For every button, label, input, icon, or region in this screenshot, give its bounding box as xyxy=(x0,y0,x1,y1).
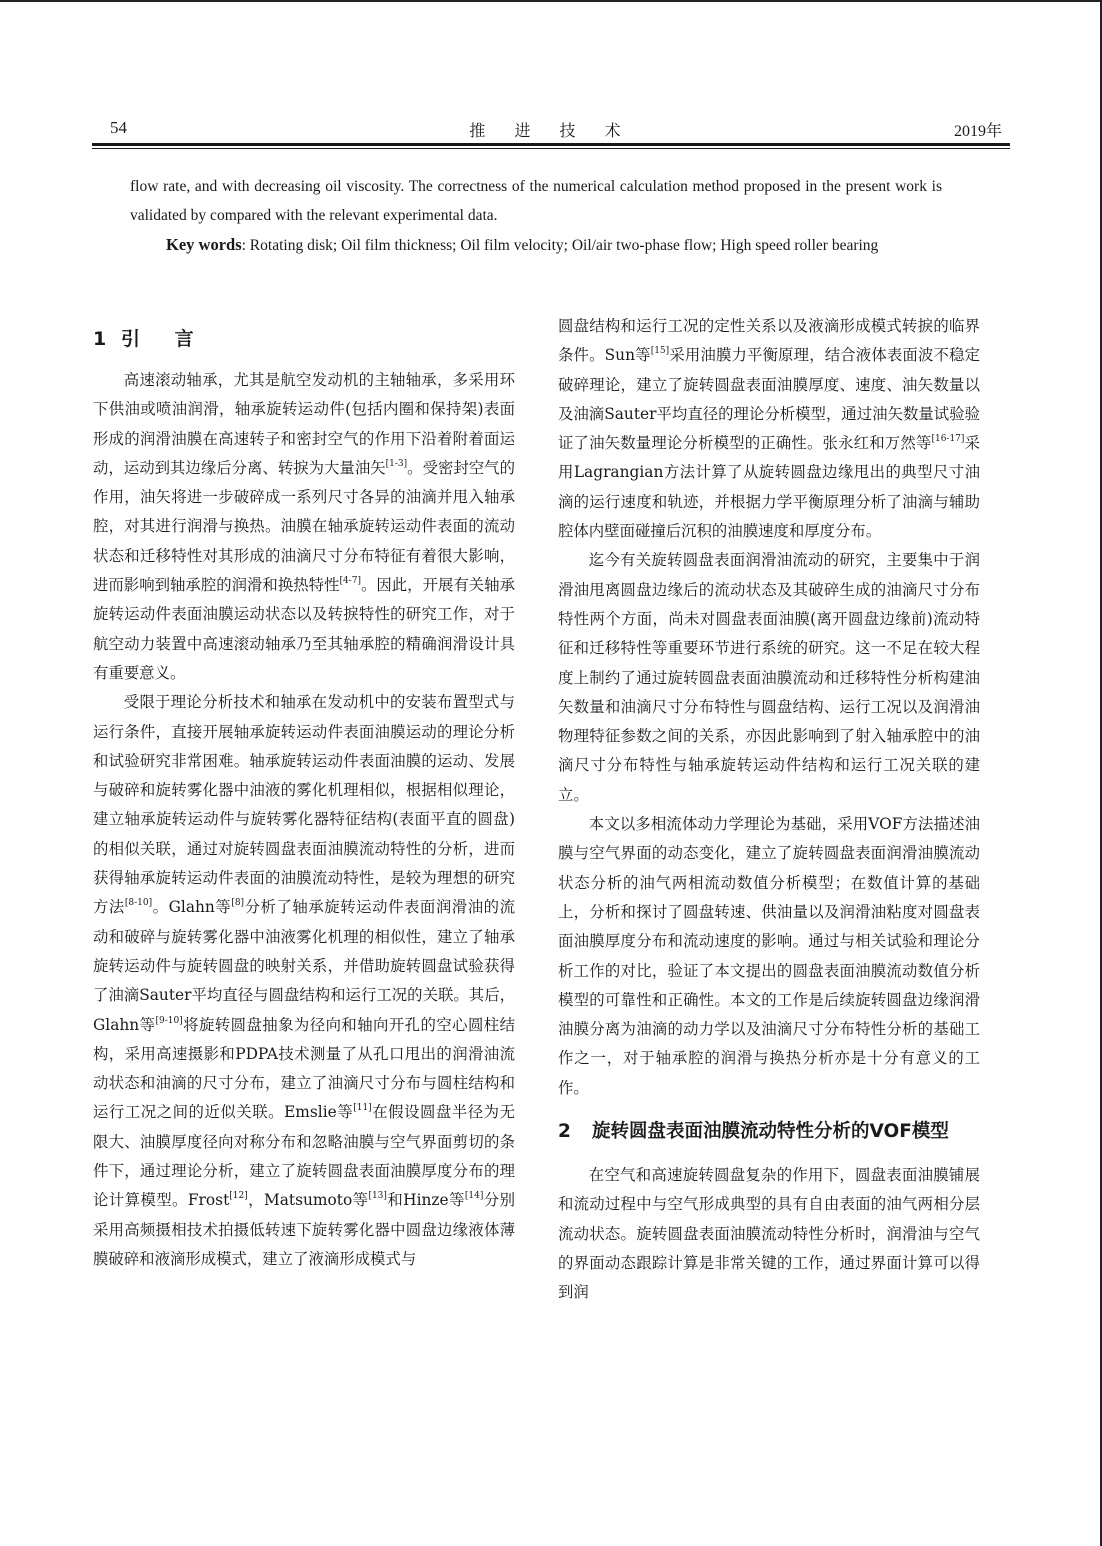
page-border xyxy=(0,0,1102,2)
citation: [16-17] xyxy=(931,434,965,445)
paragraph: 在空气和高速旋转圆盘复杂的作用下，圆盘表面油膜铺展和流动过程中与空气形成典型的具有自由表面的油气两相分层流动状态。旋转圆盘表面油膜流动特性分析时，润滑油与空气的界面动态跟踪计算是非常关键的工作，通过界面计算可以得到润 xyxy=(558,1166,980,1302)
paragraph: 圆盘结构和运行工况的定性关系以及液滴形成模式转捩的临界条件。Sun等[15]采用油膜力平衡原理，结合液体表面波不稳定破碎理论，建立了旋转圆盘表面油膜厚度、速度、油矢数量以及油滴Sauter平均直径的理论分析模型，通过油矢数量试验验证了油矢数量理论分析模型的正确性。张永红和万然等[16-17]采用Lagrangian方法计算了从旋转圆盘边缘甩出的典型尺寸油滴的运行速度和轨迹，并根据力学平衡原理分析了油滴与辅助腔体内壁面碰撞后沉积的油膜速度和厚度分布。 xyxy=(558,317,980,541)
keywords-text: : Rotating disk; Oil film thickness; Oil film velocity; Oil/air two-phase flow; High speed roller bearing xyxy=(241,237,879,254)
page-number: 54 xyxy=(110,118,127,137)
header-rule xyxy=(92,148,1010,149)
header-rule xyxy=(92,143,1010,146)
citation: [11] xyxy=(353,1103,372,1114)
publication-year: 2019年 xyxy=(953,123,1002,140)
citation: [12] xyxy=(229,1191,248,1202)
citation: [9-10] xyxy=(155,1015,183,1026)
journal-title: 推 进 技 术 xyxy=(469,121,633,140)
citation: [14] xyxy=(464,1191,484,1202)
left-column xyxy=(93,312,515,1274)
section-title: 旋转圆盘表面油膜流动特性分析的VOF模型 xyxy=(592,1121,949,1143)
abstract-continuation xyxy=(130,172,942,260)
citation: [13] xyxy=(368,1191,387,1202)
right-column xyxy=(558,312,980,1308)
paragraph: 高速滚动轴承，尤其是航空发动机的主轴轴承，多采用环下供油或喷油润滑，轴承旋转运动件(包括内圈和保持架)表面形成的润滑油膜在高速转子和密封空气的作用下沿着附着面运动，运动到其边缘后分离、转捩为大量油矢[1-3]。受密封空气的作用，油矢将进一步破碎成一系列尺寸各异的油滴并甩入轴承腔，对其进行润滑与换热。油膜在轴承旋转运动件表面的流动状态和迁移特性对其形成的油滴尺寸分布特征有着很大影响，进而影响到轴承腔的润滑和换热特性[4-7]。因此，开展有关轴承旋转运动件表面油膜运动状态以及转捩特性的研究工作，对于航空动力装置中高速滚动轴承乃至其轴承腔的精确润滑设计具有重要意义。 xyxy=(93,371,515,682)
paragraph: 本文以多相流体动力学理论为基础，采用VOF方法描述油膜与空气界面的动态变化，建立了旋转圆盘表面润滑油膜流动状态分析的油气两相流动数值分析模型；在数值计算的基础上，分析和探讨了圆盘转速、供油量以及润滑油粘度对圆盘表面油膜厚度分布和流动速度的影响。通过与相关试验和理论分析工作的对比，验证了本文提出的圆盘表面油膜流动数值分析模型的可靠性和正确性。本文的工作是后续旋转圆盘边缘润滑油膜分离为油滴的动力学以及油滴尺寸分布特性分析的基础工作之一，对于轴承腔的润滑与换热分析亦是十分有意义的工作。 xyxy=(558,815,980,1097)
section-title: 引 言 xyxy=(121,328,208,350)
section-number: 2 xyxy=(558,1121,571,1143)
citation: [4-7] xyxy=(339,576,361,587)
paragraph: 迄今有关旋转圆盘表面润滑油流动的研究，主要集中于润滑油甩离圆盘边缘后的流动状态及其破碎生成的油滴尺寸分布特性两个方面，尚未对圆盘表面油膜(离开圆盘边缘前)流动特征和迁移特性等重要环节进行系统的研究。这一不足在较大程度上制约了通过旋转圆盘表面油膜流动和迁移特性分析构建油矢数量和油滴尺寸分布特性与圆盘结构、运行工况以及润滑油物理特征参数之间的关系，亦因此影响到了射入轴承腔中的油滴尺寸分布特性与轴承旋转运动件结构和运行工况关联的建立。 xyxy=(558,551,980,804)
section-number: 1 xyxy=(93,328,107,350)
citation: [8] xyxy=(231,898,245,909)
abstract-text: flow rate, and with decreasing oil viscosity. The correctness of the numerical calculation method proposed in the present work is validated by compared with the relevant experimental data. xyxy=(130,178,942,224)
keywords-label: Key words xyxy=(166,235,242,254)
paragraph: 受限于理论分析技术和轴承在发动机中的安装布置型式与运行条件，直接开展轴承旋转运动件表面油膜运动的理论分析和试验研究非常困难。轴承旋转运动件表面油膜的运动、发展与破碎和旋转雾化器中油液的雾化机理相似，根据相似理论，建立轴承旋转运动件与旋转雾化器特征结构(表面平直的圆盘)的相似关联，通过对旋转圆盘表面油膜流动特性的分析，进而获得轴承旋转运动件表面的油膜流动特性，是较为理想的研究方法[8-10]。Glahn等[8]分析了轴承旋转运动件表面润滑油的流动和破碎与旋转雾化器中油液雾化机理的相似性，建立了轴承旋转运动件与旋转圆盘的映射关系，并借助旋转圆盘试验获得了油滴Sauter平均直径与圆盘结构和运行工况的关联。其后，Glahn等[9-10]将旋转圆盘抽象为径向和轴向开孔的空心圆柱结构，采用高速摄影和PDPA技术测量了从孔口甩出的润滑油流动状态和油滴的尺寸分布，建立了油滴尺寸分布与圆柱结构和运行工况之间的近似关联。Emslie等[11]在假设圆盘半径为无限大、油膜厚度径向对称分布和忽略油膜与空气界面剪切的条件下，通过理论分析，建立了旋转圆盘表面油膜厚度分布的理论计算模型。Frost[12]，Matsumoto等[13]和Hinze等[14]分别采用高频摄相技术拍摄低转速下旋转雾化器中圆盘边缘液体薄膜破碎和液滴形成模式，建立了液滴形成模式与 xyxy=(93,693,515,1268)
section-heading xyxy=(93,324,515,354)
citation: [1-3] xyxy=(385,458,408,469)
section-heading xyxy=(558,1117,980,1147)
keywords xyxy=(130,230,942,260)
citation: [8-10] xyxy=(124,898,153,909)
citation: [15] xyxy=(650,346,670,357)
running-header xyxy=(94,118,1008,140)
